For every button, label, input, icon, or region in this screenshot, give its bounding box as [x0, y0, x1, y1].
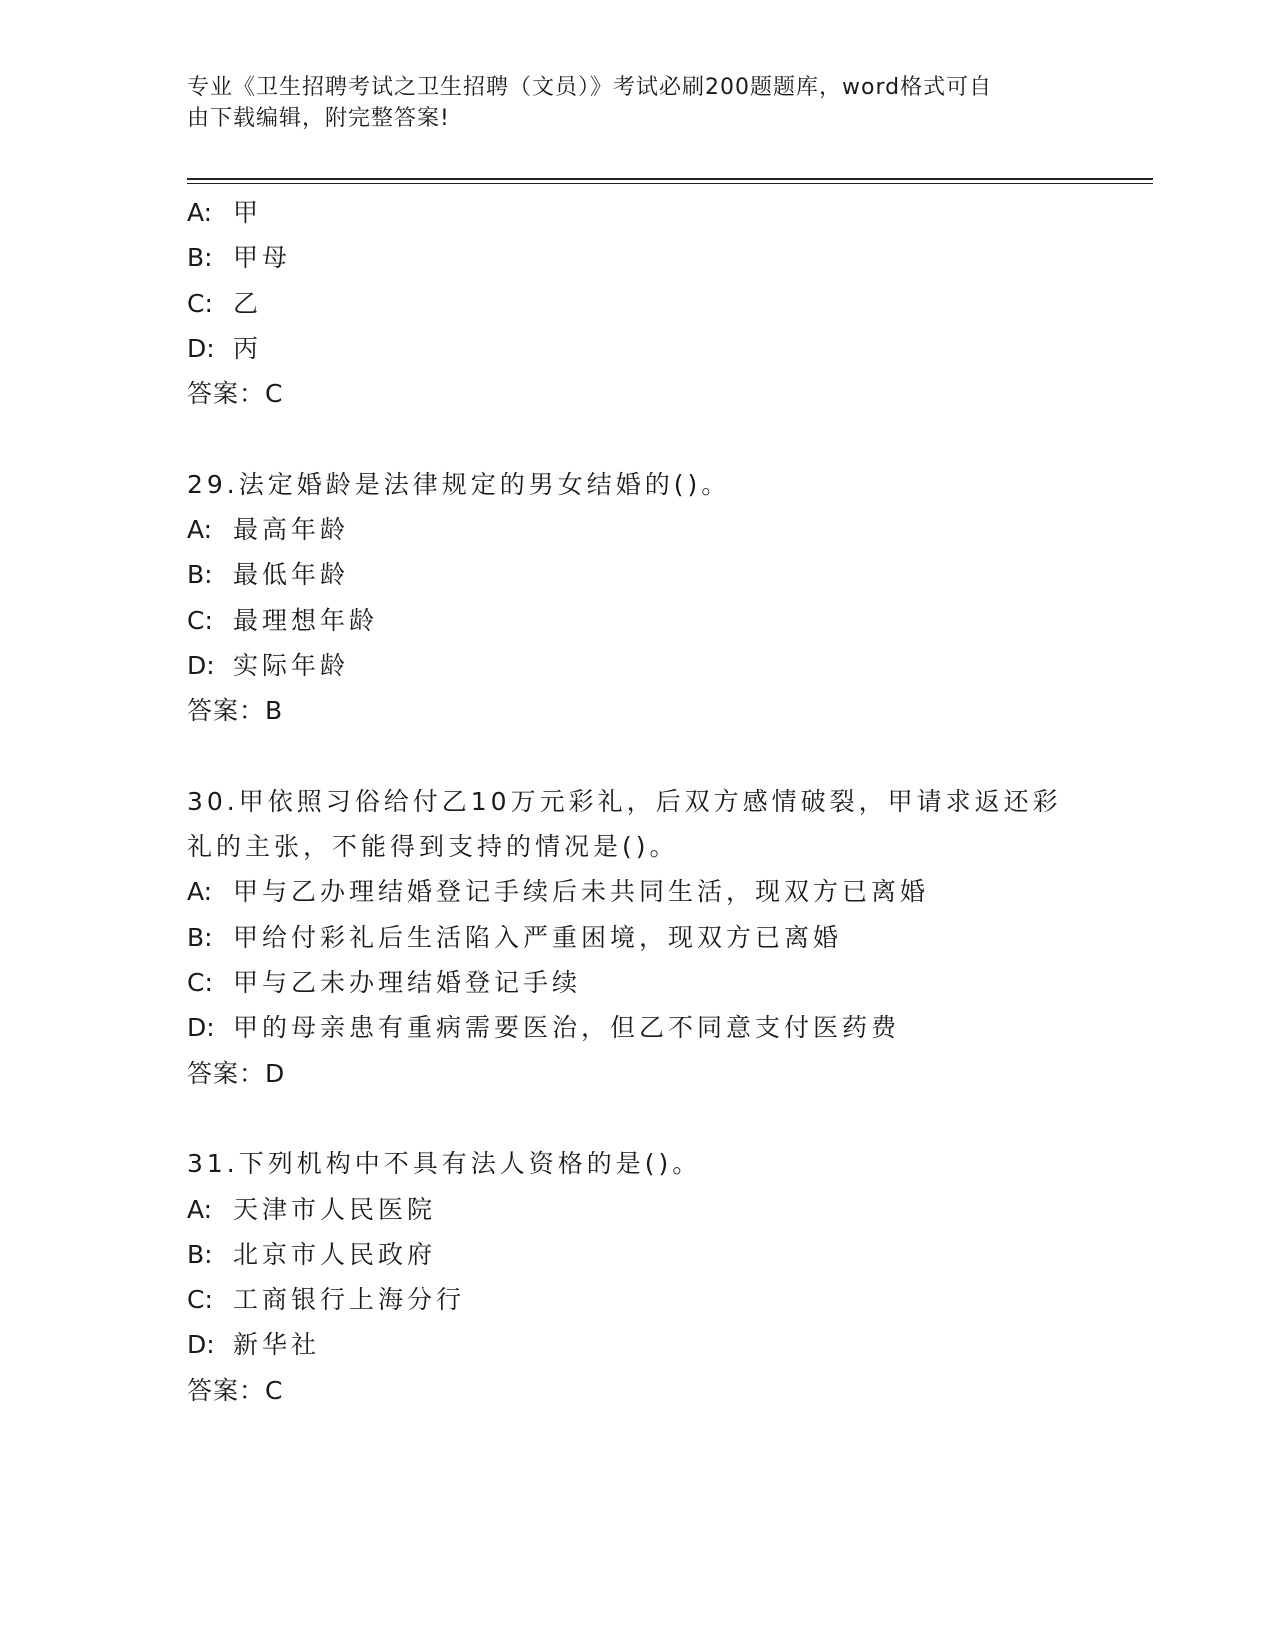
option-b: B: 最低年龄 — [187, 560, 350, 590]
question-31 — [187, 1141, 1087, 1413]
option-a: A: 甲 — [187, 198, 263, 227]
option-b: B: 北京市人民政府 — [187, 1239, 437, 1269]
option-b: B: 甲给付彩礼后生活陷入严重困境，现双方已离婚 — [187, 922, 843, 952]
option-a: A: 天津市人民医院 — [187, 1194, 437, 1224]
answer: 答案：D — [187, 1058, 286, 1088]
question-stem: 29.法定婚龄是法律规定的男女结婚的()。 — [187, 469, 731, 499]
option-c: C: 乙 — [187, 288, 263, 318]
page-header — [187, 72, 1067, 134]
question-list — [187, 190, 1087, 1413]
option-d: D: 实际年龄 — [187, 650, 350, 680]
option-c: C: 工商银行上海分行 — [187, 1285, 466, 1315]
answer: 答案：B — [187, 696, 284, 726]
option-c: C: 甲与乙未办理结婚登记手续 — [187, 968, 582, 998]
option-a: A: 甲与乙办理结婚登记手续后未共同生活，现双方已离婚 — [187, 877, 930, 907]
option-b: B: 甲母 — [187, 243, 292, 273]
option-a: A: 最高年龄 — [187, 515, 350, 545]
header-line-1: 专业《卫生招聘考试之卫生招聘（文员）》考试必刷200题题库，word格式可自 — [187, 75, 993, 100]
option-d: D: 新华社 — [187, 1330, 321, 1360]
question-stem-continued: 礼的主张，不能得到支持的情况是()。 — [187, 832, 679, 862]
question-30 — [187, 779, 1087, 1096]
answer: 答案：C — [187, 379, 284, 409]
header-divider — [187, 178, 1153, 180]
question-stem: 30.甲依照习俗给付乙10万元彩礼，后双方感情破裂，甲请求返还彩 — [187, 786, 1062, 816]
answer: 答案：C — [187, 1375, 284, 1405]
header-line-2: 由下载编辑，附完整答案! — [187, 106, 450, 131]
option-d: D: 甲的母亲患有重病需要医治，但乙不同意支付医药费 — [187, 1013, 901, 1043]
question-continued — [187, 190, 1087, 416]
question-29 — [187, 462, 1087, 734]
option-c: C: 最理想年龄 — [187, 605, 379, 635]
header-divider-thin — [187, 183, 1153, 184]
question-stem: 31.下列机构中不具有法人资格的是()。 — [187, 1149, 702, 1179]
option-d: D: 丙 — [187, 333, 263, 363]
